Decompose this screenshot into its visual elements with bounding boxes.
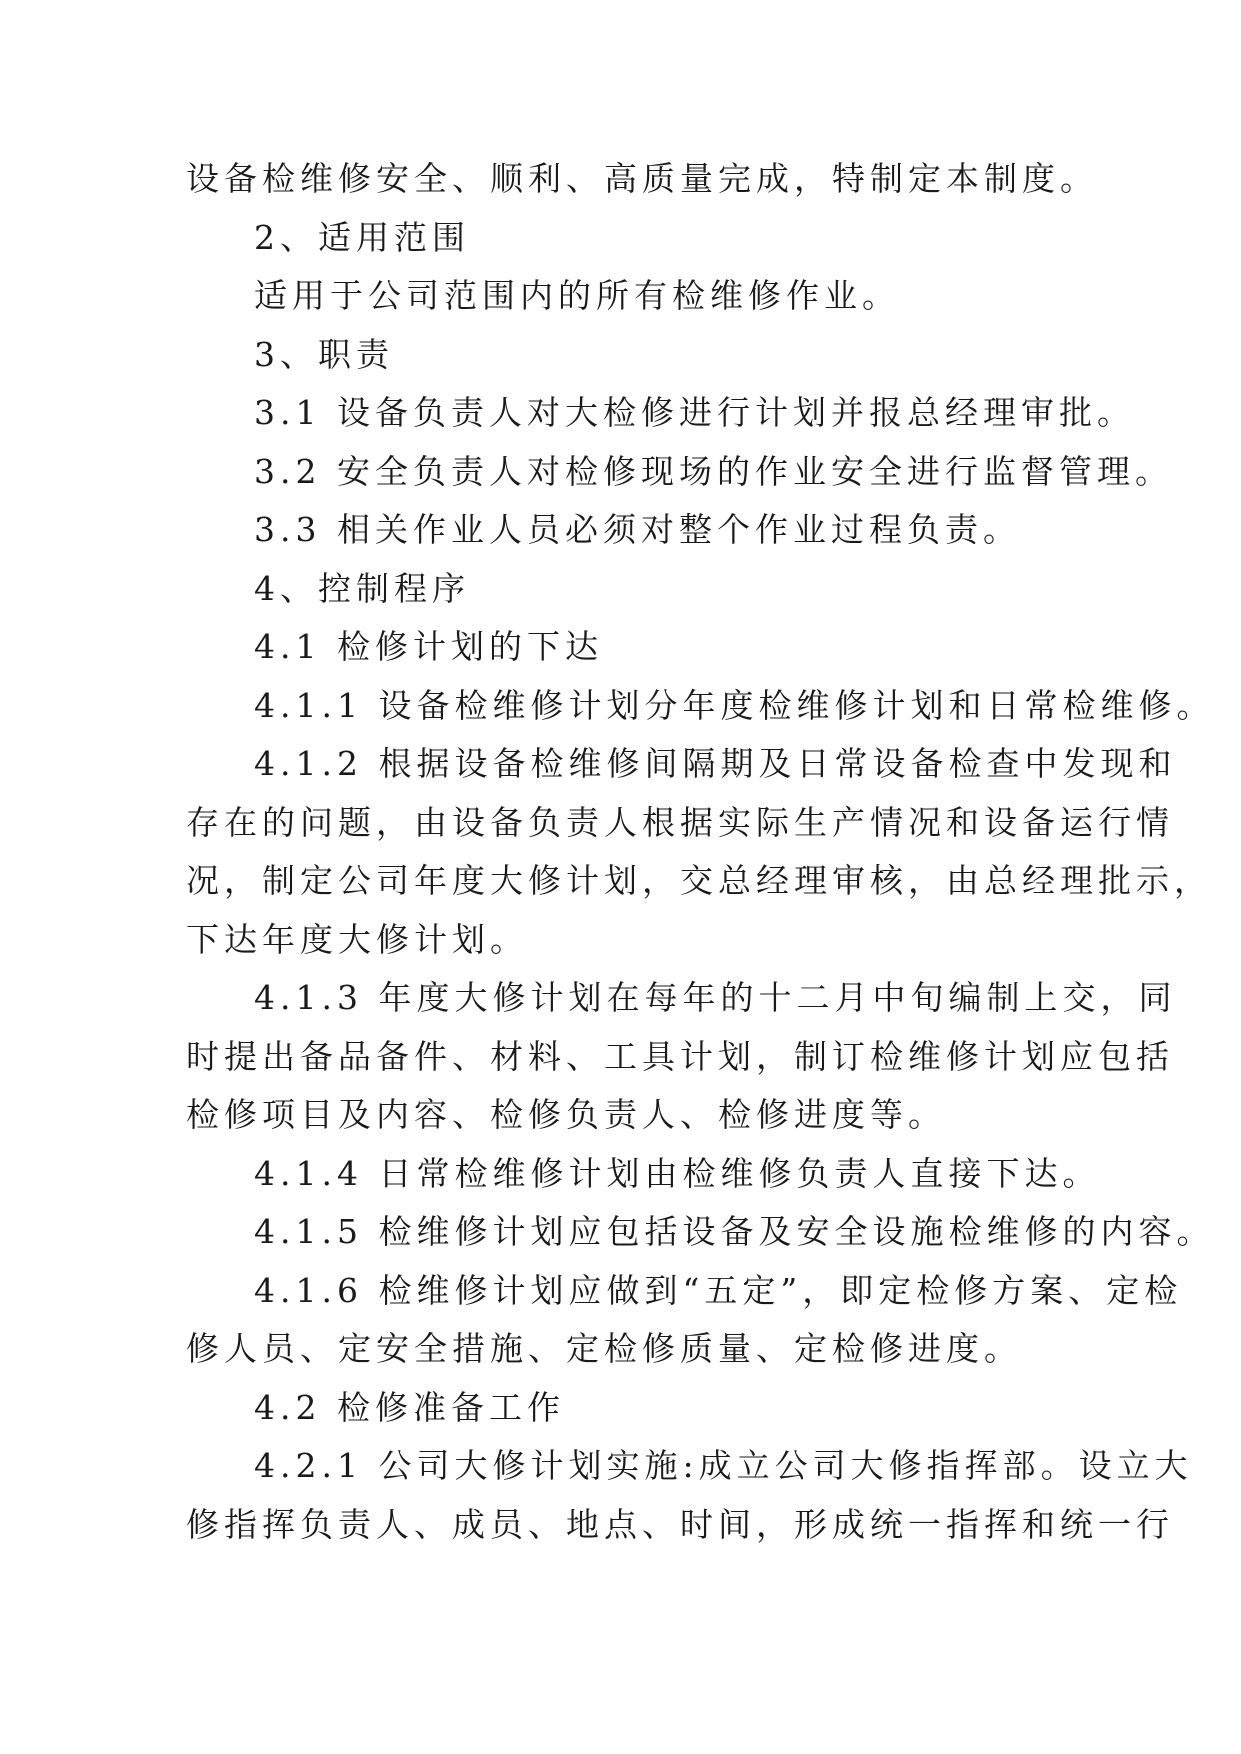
document-line: 时提出备品备件、材料、工具计划，制订检维修计划应包括 <box>186 1036 1174 1076</box>
document-line: 设备检维修安全、顺利、高质量完成，特制定本制度。 <box>186 159 1098 198</box>
document-line: 4.2 检修准备工作 <box>254 1387 565 1427</box>
document-body <box>186 150 1215 1554</box>
document-line: 3.2 安全负责人对检修现场的作业安全进行监督管理。 <box>254 451 1173 491</box>
document-line: 4.1.5 检维修计划应包括设备及安全设施检维修的内容。 <box>254 1212 1215 1251</box>
document-line: 4.1.4 日常检维修计划由检维修负责人直接下达。 <box>254 1153 1101 1193</box>
document-line: 3.1 设备负责人对大检修进行计划并报总经理审批。 <box>254 393 1135 432</box>
document-line: 4.1.1 设备检维修计划分年度检维修计划和日常检维修。 <box>254 685 1215 725</box>
document-line: 2、适用范围 <box>254 217 470 257</box>
document-line: 存在的问题，由设备负责人根据实际生产情况和设备运行情 <box>186 802 1174 842</box>
document-line: 况，制定公司年度大修计划，交总经理审核，由总经理批示， <box>186 861 1212 900</box>
document-line: 4.1.3 年度大修计划在每年的十二月中旬编制上交，同 <box>254 978 1177 1017</box>
document-line: 修人员、定安全措施、定检修质量、定检修进度。 <box>186 1329 1022 1368</box>
document-line: 4.1.6 检维修计划应做到“五定”，即定检修方案、定检 <box>254 1270 1183 1310</box>
document-line: 下达年度大修计划。 <box>186 919 528 959</box>
document-line: 4.2.1 公司大修计划实施:成立公司大修指挥部。设立大 <box>254 1446 1193 1485</box>
document-line: 4.1 检修计划的下达 <box>254 627 603 666</box>
document-line: 3.3 相关作业人员必须对整个作业过程负责。 <box>254 510 1021 549</box>
document-line: 适用于公司范围内的所有检维修作业。 <box>254 276 900 315</box>
document-line: 修指挥负责人、成员、地点、时间，形成统一指挥和统一行 <box>186 1504 1174 1544</box>
document-line: 检修项目及内容、检修负责人、检修进度等。 <box>186 1095 946 1134</box>
document-line: 4、控制程序 <box>254 568 470 608</box>
document-line: 4.1.2 根据设备检维修间隔期及日常设备检查中发现和 <box>254 744 1177 783</box>
document-line: 3、职责 <box>254 334 394 374</box>
